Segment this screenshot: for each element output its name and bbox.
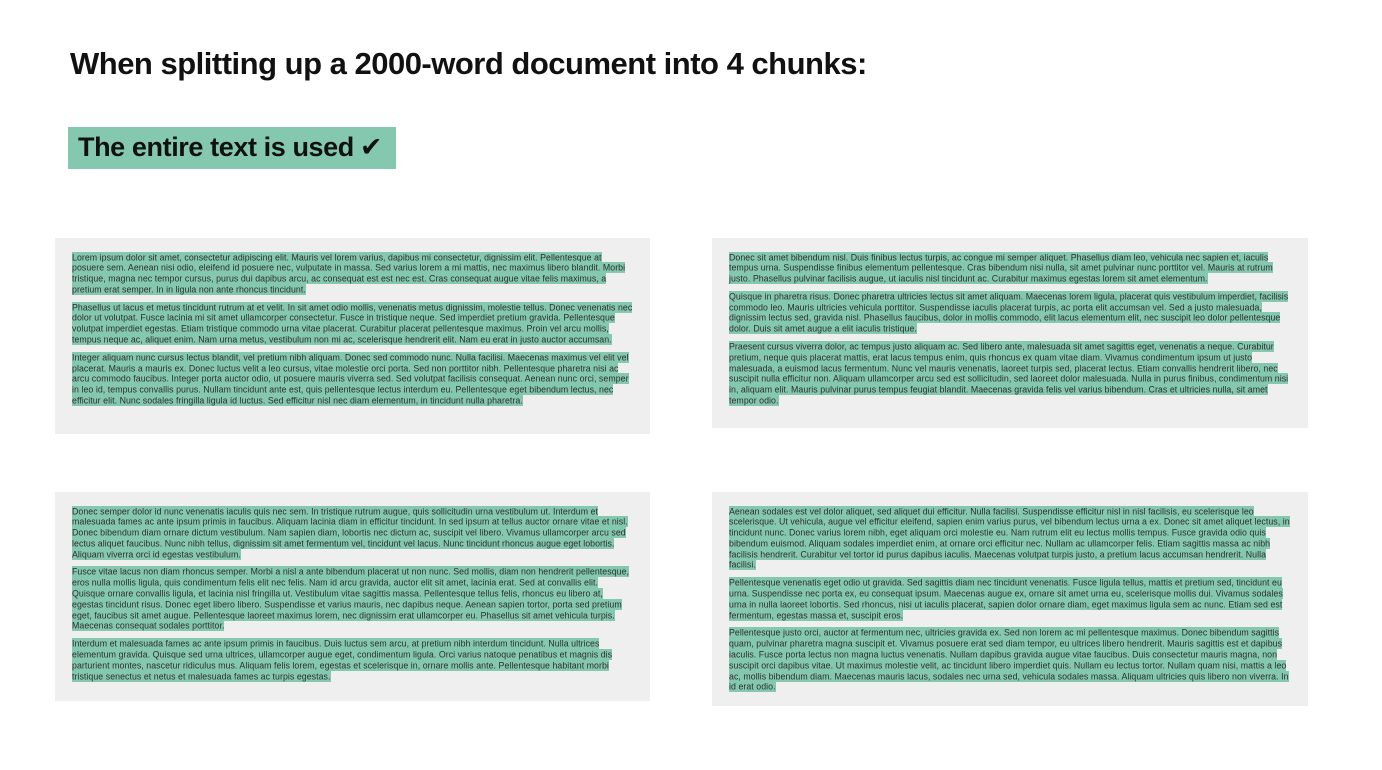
highlighted-text: Pellentesque venenatis eget odio ut gravida. Sed sagittis diam nec tincidunt venenatis. Fusce ligula tellus, mattis et pretium sed, tincidunt eu urna. Suspendisse nec porta ex, eu consequat ipsum. Maecenas augue ex, ornare sit amet urna eu, scelerisque mollis dui. Vivamus sodales urna in nulla laoreet lobortis. Sed rhoncus, nisi ut iaculis placerat, sapien dolor ornare diam, eget maximus ligula sem ac nunc. Etiam sed est fermentum, egestas massa et, suscipit eros.: [729, 577, 1283, 621]
chunk-panel-3: [55, 492, 650, 701]
chunk-4-paragraph-2: [729, 578, 1291, 621]
highlighted-text: Pellentesque justo orci, auctor at fermentum nec, ultricies gravida ex. Sed non lorem ac mi pellentesque maximus. Donec bibendum sagittis quam, pulvinar pharetra magna suscipit et. Vivamus posuere erat sed diam tempor, eu ultrices libero hendrerit. Mauris sagittis est et dapibus iaculis. Fusce porta lectus non magna luctus venenatis. Nullam dapibus gravida augue vitae faucibus. Duis consectetur mauris magna, non suscipit orci dapibus vitae. Ut maximus molestie velit, ac tincidunt libero imperdiet quis. Nullam eu lectus tortor. Nullam quam nisi, mattis a leo ac, mollis bibendum diam. Maecenas mauris lacus, sodales nec urna sed, vehicula sodales massa. Aliquam ultricies quis libero non viverra. In id erat odio.: [729, 627, 1289, 692]
highlighted-text: Donec sit amet bibendum nisl. Duis finibus lectus turpis, ac congue mi semper aliquet. Phasellus diam leo, vehicula nec sapien et, iaculis tempus urna. Suspendisse finibus elementum pellentesque. Cras bibendum nisi nulla, sit amet pulvinar nunc porttitor vel. Mauris at rutrum justo. Phasellus pulvinar facilisis augue, ut iaculis nisl tincidunt ac. Curabitur maximus egestas lorem sit amet elementum.: [729, 252, 1273, 284]
chunk-1-paragraph-1: [72, 252, 633, 295]
highlighted-text: Fusce vitae lacus non diam rhoncus semper. Morbi a nisl a ante bibendum placerat ut non nunc. Sed mollis, diam non hendrerit pellentesque, eros nulla mollis ligula, quis condimentum felis elit nec felis. Nam id arcu gravida, auctor elit sit amet, lacinia erat. Sed at convallis elit. Quisque ornare convallis ligula, et lacinia nisl fringilla ut. Vestibulum vitae sagittis massa. Pellentesque tellus felis, rhoncus eu libero at, egestas tincidunt risus. Donec eget libero libero. Suspendisse et varius mauris, nec dapibus neque. Aenean sapien tortor, porta sed pretium eget, faucibus sit amet augue. Pellentesque laoreet maximus lorem, nec dignissim erat ullamcorper eu. Phasellus sit amet vehicula turpis. Maecenas consequat sodales porttitor.: [72, 566, 630, 631]
chunk-1-paragraph-3: [72, 352, 633, 406]
highlighted-text: Quisque in pharetra risus. Donec pharetra ultricies lectus sit amet aliquam. Maecenas lorem ligula, placerat quis vestibulum imperdiet, facilisis commodo leo. Mauris ultricies vehicula porttitor. Suspendisse iaculis placerat turpis, ac porta elit accumsan vel. Sed a justo malesuada, dignissim lectus sed, gravida nisl. Phasellus faucibus, dolor in mollis commodo, elit lacus elementum elit, nec suscipit leo dolor pellentesque dolor. Duis sit amet augue a elit iaculis tristique.: [729, 291, 1289, 334]
chunk-2-paragraph-1: [729, 252, 1291, 284]
highlighted-text: Integer aliquam nunc cursus lectus blandit, vel pretium nibh aliquam. Donec sed commodo nunc. Nulla facilisi. Maecenas maximus vel elit vel placerat. Mauris a mauris ex. Donec luctus velit a leo cursus, vitae molestie orci porta. Sed non porttitor nibh. Pellentesque pharetra nisi ac arcu commodo faucibus. Integer porta auctor odio, ut posuere mauris viverra sed. Sed volutpat facilisis consequat. Aenean nunc orci, semper in leo id, tempus convallis purus. Nullam tincidunt ante est, quis pellentesque lectus interdum eu. Pellentesque eget bibendum lectus, nec efficitur elit. Nunc sodales fringilla ligula id luctus. Sed efficitur nisl nec diam elementum, in tincidunt nulla pharetra.: [72, 352, 629, 406]
highlighted-text: Donec semper dolor id nunc venenatis iaculis quis nec sem. In tristique rutrum augue, quis sollicitudin urna vestibulum ut. Interdum et malesuada fames ac ante ipsum primis in faucibus. Aliquam lacinia diam in efficitur tincidunt. In sed ipsum at tellus auctor ornare vitae et nisl. Donec bibendum diam ornare dictum vestibulum. Nam sapien diam, lobortis nec dictum ac, suscipit vel libero. Vivamus ullamcorper arcu sed lectus aliquet faucibus. Nunc nibh tellus, dignissim sit amet fermentum vel, tincidunt vel lacus. Nunc tincidunt rhoncus augue eget lobortis. Aliquam viverra orci id egestas vestibulum.: [72, 506, 628, 560]
page-title: When splitting up a 2000-word document into 4 chunks:: [70, 46, 867, 81]
chunk-2-paragraph-3: [729, 342, 1291, 407]
chunk-1-paragraph-2: [72, 302, 633, 345]
chunk-4-paragraph-1: [729, 506, 1291, 571]
highlighted-text: Interdum et malesuada fames ac ante ipsum primis in faucibus. Duis luctus sem arcu, at pretium nibh interdum tincidunt. Nulla ultrices elementum gravida. Quisque sed urna ultrices, ullamcorper augue eget, condimentum ligula. Orci varius natoque penatibus et magnis dis parturient montes, nascetur ridiculus mus. Aliquam felis lorem, egestas et scelerisque in, ornare mollis ante. Pellentesque habitant morbi tristique senectus et netus et malesuada fames ac turpis egestas.: [72, 638, 613, 682]
highlighted-text: Phasellus ut lacus et metus tincidunt rutrum at et velit. In sit amet odio mollis, venenatis metus dignissim, molestie tellus. Donec venenatis nec dolor ut volutpat. Fusce lacinia mi sit amet ullamcorper consectetur. Fusce in tristique neque. Sed imperdiet pretium gravida. Pellentesque volutpat imperdiet egestas. Etiam tristique commodo urna vitae placerat. Curabitur placerat pellentesque maximus. Proin vel arcu mollis, tempus neque ac, aliquet enim. Nam urna metus, vestibulum non mi ac, scelerisque hendrerit elit. Nam eu erat in justo auctor accumsan.: [72, 302, 633, 345]
chunk-3-paragraph-1: [72, 506, 633, 560]
highlighted-text: Aenean sodales est vel dolor aliquet, sed aliquet dui efficitur. Nulla facilisi. Suspendisse efficitur nisl in nisl facilisis, eu scelerisque leo scelerisque. Ut vehicula, augue vel efficitur eleifend, sapien enim varius purus, vel bibendum lectus urna a ex. Donec sit amet aliquet lectus, in tincidunt nunc. Donec varius lorem nibh, eget aliquam orci molestie eu. Nam rutrum elit eu lectus mollis tempus. Fusce gravida odio quis bibendum euismod. Aliquam sodales imperdiet enim, at ornare orci efficitur nec. Nullam ac ullamcorper felis. Etiam sagittis massa ac nibh facilisis hendrerit. Curabitur vel tortor id purus dapibus iaculis. Maecenas volutpat turpis justo, a pretium lacus accumsan hendrerit. Nulla facilisi.: [729, 506, 1290, 570]
subtitle-text: The entire text is used: [78, 132, 354, 162]
chunk-panel-2: [712, 238, 1308, 428]
chunk-4-paragraph-3: [729, 628, 1291, 693]
highlighted-text: Lorem ipsum dolor sit amet, consectetur adipiscing elit. Mauris vel lorem varius, dapibus mi consectetur, dignissim elit. Pellentesque at posuere sem. Aenean nisi odio, eleifend id posuere nec, vulputate in massa. Sed varius lorem a mi mattis, nec maximus libero blandit. Morbi tristique, magna nec tempor cursus, purus dui dapibus arcu, ac consequat est est nec est. Cras consequat augue vitae felis maximus, a pretium erat semper. In in ligula non ante rhoncus tincidunt.: [72, 252, 626, 295]
chunk-panel-1: [55, 238, 650, 434]
chunk-2-paragraph-2: [729, 291, 1291, 334]
chunk-panel-4: [712, 492, 1308, 706]
highlighted-text: Praesent cursus viverra dolor, ac tempus justo aliquam ac. Sed libero ante, malesuada sit amet sagittis eget, venenatis a neque. Curabitur pretium, neque quis placerat mattis, erat lacus tempus enim, quis rhoncus ex quam vitae diam. Vivamus condimentum ipsum ut justo malesuada, a euismod lacus fermentum. Nunc vel mauris venenatis, laoreet turpis sed, placerat lectus. Etiam convallis hendrerit libero, nec suscipit nulla efficitur non. Aliquam ullamcorper arcu sed est sollicitudin, sed laoreet dolor malesuada. Nulla in purus finibus, condimentum nisi in, aliquam elit. Mauris pulvinar purus tempus feugiat blandit. Maecenas gravida felis vel varius bibendum. Cras et ultricies nulla, sit amet tempor odio.: [729, 341, 1289, 406]
subtitle-highlight: [68, 127, 396, 169]
chunk-3-paragraph-2: [72, 567, 633, 632]
checkmark-icon: ✔: [359, 132, 383, 163]
chunk-3-paragraph-3: [72, 639, 633, 682]
